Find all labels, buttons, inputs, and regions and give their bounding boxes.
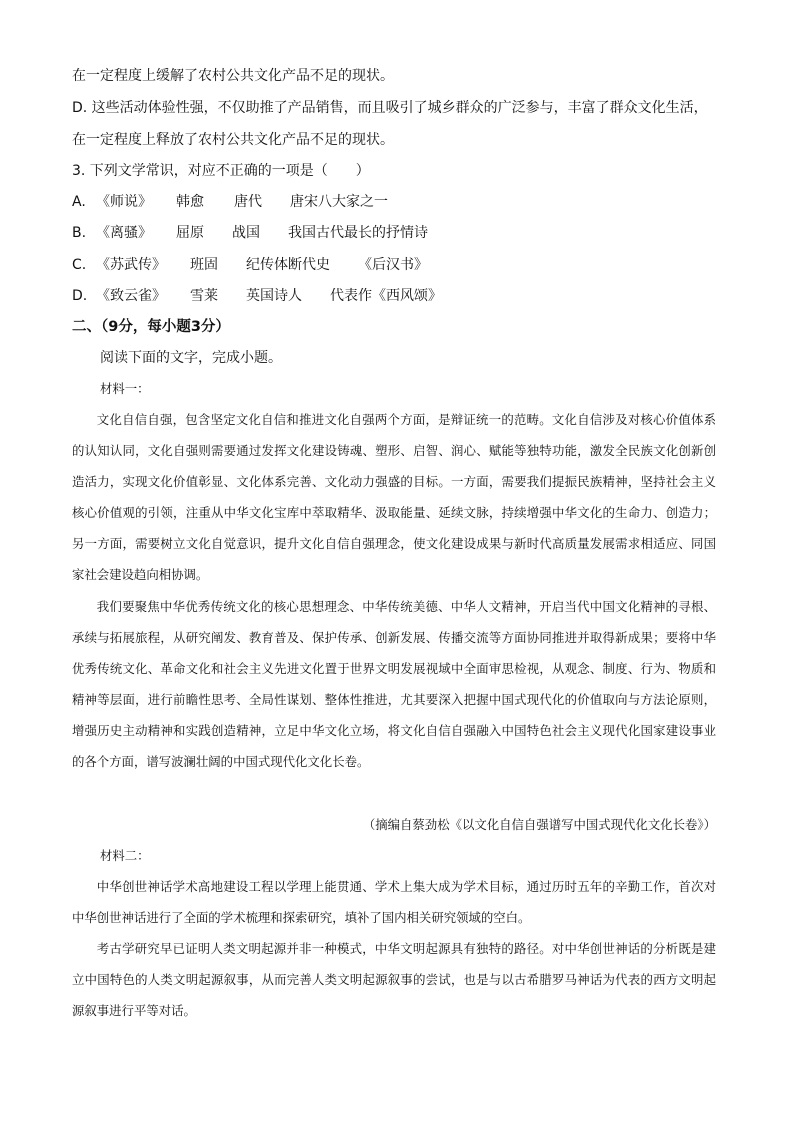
question-3-stem: 3. 下列文学常识，对应不正确的一项是（ ） — [72, 163, 370, 179]
option-b — [72, 223, 428, 243]
option-d — [72, 286, 442, 306]
option-letter: D. — [72, 288, 88, 304]
option-note: 唐宋八大家之一 — [290, 194, 388, 210]
option-note: 代表作《西风颂》 — [330, 288, 442, 304]
section-instruction: 阅读下面的文字，完成小题。 — [100, 350, 282, 366]
text-line: 在一定程度上释放了农村公共文化产品不足的现状。 — [72, 132, 394, 148]
option-letter: A. — [72, 194, 86, 210]
option-author: 班固 — [190, 257, 218, 273]
option-work: 《苏武传》 — [96, 257, 166, 273]
text-line: 在一定程度上缓解了农村公共文化产品不足的现状。 — [72, 68, 394, 84]
option-d-text: D. 这些活动体验性强，不仅助推了产品销售，而且吸引了城乡群众的广泛参与，丰富了群众文化生活， — [72, 100, 708, 116]
option-note: 《后汉书》 — [358, 257, 428, 273]
material-2-label: 材料二： — [100, 848, 150, 863]
option-work: 《致云雀》 — [96, 288, 166, 304]
option-c — [72, 255, 428, 275]
option-letter: B. — [72, 225, 87, 241]
option-author: 韩愈 — [176, 194, 204, 210]
material-1-label: 材料一： — [100, 381, 150, 396]
option-author: 雪莱 — [190, 288, 218, 304]
option-note: 我国古代最长的抒情诗 — [288, 225, 428, 241]
option-letter: C. — [72, 257, 87, 273]
material-2-paragraph: 考古学研究早已证明人类文明起源并非一种模式，中华文明起源具有独特的路径。对中华创世神话的分析既是建立中国特色的人类文明起源叙事，从而完善人类文明起源叙事的尝试，也是与以古希腊罗马神话为代表的西方文明起源叙事进行平等对话。 — [72, 941, 716, 1019]
material-1-paragraph: 文化自信自强，包含坚定文化自信和推进文化自强两个方面，是辩证统一的范畴。文化自信涉及对核心价值体系的认知认同，文化自强则需要通过发挥文化建设铸魂、塑形、启智、润心、赋能等独特功能，激发全民族文化创新创造活力，实现文化价值彰显、文化体系完善、文化动力强盛的目标。一方面，需要我们提振民族精神，坚持社会主义核心价值观的引领，注重从中华文化宝库中萃取精华、汲取能量、延续文脉，持续增强中华文化的生命力、创造力；另一方面，需要树立文化自觉意识，提升文化自信自强理念，使文化建设成果与新时代高质量发展需求相适应、同国家社会建设趋向相协调。 — [72, 412, 716, 583]
material-1-paragraph: 我们要聚焦中华优秀传统文化的核心思想理念、中华传统美德、中华人文精神，开启当代中国文化精神的寻根、承续与拓展旅程，从研究阐发、教育普及、保护传承、创新发展、传播交流等方面协同推进并取得新成果；要将中华优秀传统文化、革命文化和社会主义先进文化置于世界文明发展视域中全面审思检视，从观念、制度、行为、物质和精神等层面，进行前瞻性思考、全局性谋划、整体性推进，尤其要深入把握中国式现代化的价值取向与方法论原则，增强历史主动精神和实践创造精神，立足中华文化立场，将文化自信自强融入中国特色社会主义现代化国家建设事业的各个方面，谱写波澜壮阔的中国式现代化文化长卷。 — [72, 599, 716, 770]
option-era: 英国诗人 — [246, 288, 302, 304]
option-era: 纪传体断代史 — [246, 257, 330, 273]
option-work: 《离骚》 — [96, 225, 152, 241]
option-a — [72, 192, 388, 212]
material-2-paragraph: 中华创世神话学术高地建设工程以学理上能贯通、学术上集大成为学术目标，通过历时五年的辛勤工作，首次对中华创世神话进行了全面的学术梳理和探索研究，填补了国内相关研究领域的空白。 — [72, 879, 716, 926]
option-era: 唐代 — [234, 194, 262, 210]
section-heading: 二、（9分，每小题3分） — [72, 319, 230, 335]
option-era: 战国 — [232, 225, 260, 241]
material-1-source: （摘编自蔡劲松《以文化自信自强谱写中国式现代化文化长卷》） — [362, 817, 716, 832]
option-work: 《师说》 — [96, 194, 152, 210]
option-author: 屈原 — [176, 225, 204, 241]
